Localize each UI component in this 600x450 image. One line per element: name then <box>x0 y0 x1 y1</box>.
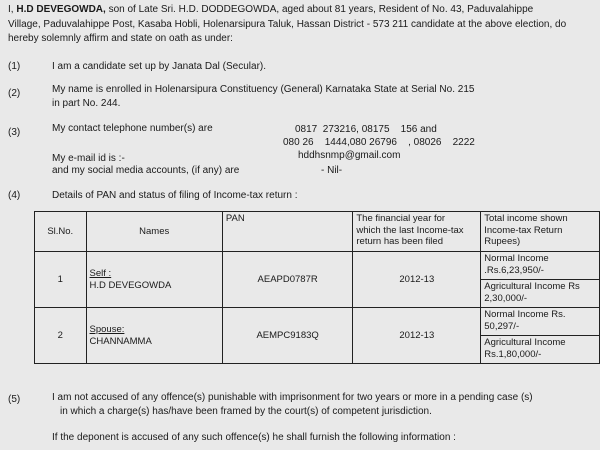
social-value: - Nil- <box>321 165 343 176</box>
item-text: I am not accused of any offence(s) punishable with imprisonment for two years or more in a pending case (s) <box>52 392 533 403</box>
item-text: If the deponent is accused of any such offence(s) he shall furnish the following information : <box>52 432 456 443</box>
email-value: hddhsnmp@gmail.com <box>298 150 401 161</box>
social-label: and my social media accounts, (if any) are <box>52 165 240 176</box>
col-header-sl: Sl.No. <box>35 212 87 252</box>
col-header-total-income: Total income shown Income-tax Return Rupees) <box>481 212 600 252</box>
item-number: (2) <box>8 88 21 99</box>
item-number: (3) <box>8 127 21 138</box>
cell-normal-income: Normal Income Rs. 50,297/- <box>481 308 600 336</box>
intro-line-3: hereby solemnly affirm and state on oath as under: <box>8 33 233 44</box>
col-header-names: Names <box>86 212 222 252</box>
cell-agricultural-income: Agricultural Income Rs.1,80,000/- <box>481 336 600 364</box>
cell-sl: 1 <box>35 252 87 308</box>
phone-numbers-line-1: 0817 273216, 08175 156 and <box>295 124 437 135</box>
cell-pan: AEAPD0787R <box>222 252 352 308</box>
intro-line-1: I, H.D DEVEGOWDA, son of Late Sri. H.D. DODDEGOWDA, aged about 81 years, Resident of No. 43, Paduvalahippe <box>8 4 534 15</box>
cell-name: Spouse: CHANNAMMA <box>86 308 222 364</box>
table-header-row <box>35 212 600 252</box>
cell-financial-year: 2012-13 <box>353 308 481 364</box>
deponent-name: H.D DEVEGOWDA, <box>16 4 106 15</box>
item-text: I am a candidate set up by Janata Dal (Secular). <box>52 61 267 72</box>
intro-line-2: Village, Paduvalahippe Post, Kasaba Hobli, Holenarsipura Taluk, Hassan District - 573 211 candidate at the above election, do <box>8 18 567 30</box>
intro-paragraph <box>8 3 566 47</box>
cell-agricultural-income: Agricultural Income Rs 2,30,000/- <box>481 280 600 308</box>
item-text: in part No. 244. <box>52 98 121 109</box>
item-text: Details of PAN and status of filing of Income-tax return : <box>52 190 298 201</box>
col-header-pan: PAN <box>222 212 352 252</box>
col-header-financial-year: The financial year for which the last Income-tax return has been filed <box>353 212 481 252</box>
pan-table <box>34 211 600 364</box>
item-number: (4) <box>8 190 21 201</box>
cell-name: Self : H.D DEVEGOWDA <box>86 252 222 308</box>
item-number: (5) <box>8 394 21 405</box>
cell-normal-income: Normal Income .Rs.6,23,950/- <box>481 252 600 280</box>
cell-financial-year: 2012-13 <box>353 252 481 308</box>
phone-label: My contact telephone number(s) are <box>52 123 213 134</box>
item-text: in which a charge(s) has/have been framed by the court(s) of competent jurisdiction. <box>60 406 432 417</box>
item-text: My name is enrolled in Holenarsipura Constituency (General) Karnataka State at Serial No. 215 <box>52 84 475 95</box>
cell-sl: 2 <box>35 308 87 364</box>
cell-pan: AEMPC9183Q <box>222 308 352 364</box>
email-label: My e-mail id is :- <box>52 153 125 164</box>
table-row <box>35 308 600 336</box>
phone-numbers-line-2: 080 26 1444,080 26796 , 08026 2222 <box>283 137 475 148</box>
item-number: (1) <box>8 61 21 72</box>
table-row <box>35 252 600 280</box>
